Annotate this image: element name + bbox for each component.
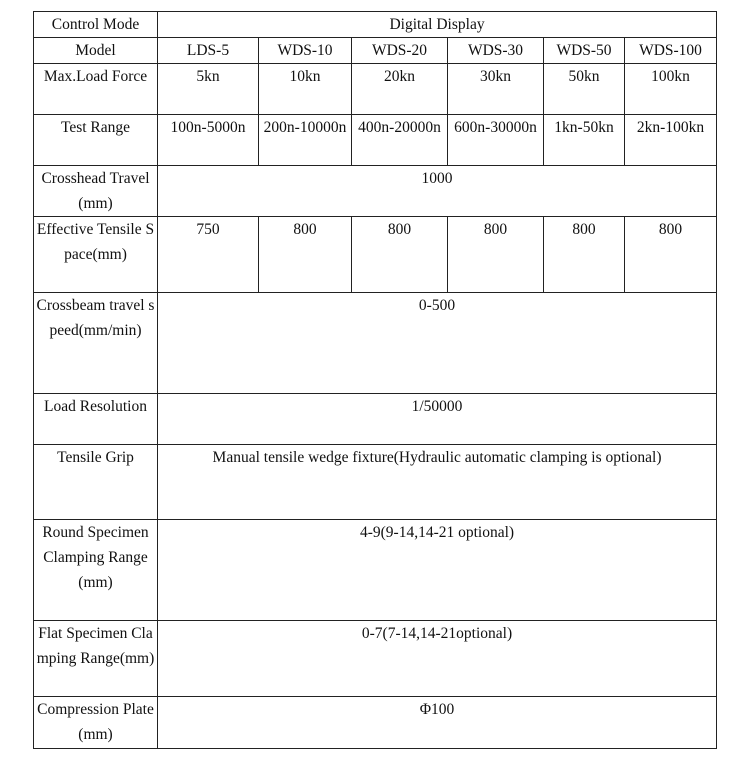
max-load-cell: 50kn <box>544 64 625 115</box>
test-range-cell: 600n-30000n <box>448 115 544 166</box>
round-clamp-label: Round Specimen Clamping Range(mm) <box>34 520 158 621</box>
model-cell: WDS-10 <box>259 38 352 64</box>
tensile-space-cell: 800 <box>259 217 352 293</box>
load-resolution-label: Load Resolution <box>34 394 158 445</box>
load-resolution-value: 1/50000 <box>158 394 717 445</box>
flat-clamp-label: Flat Specimen Clamping Range(mm) <box>34 621 158 697</box>
crosshead-value: 1000 <box>158 166 717 217</box>
row-round-clamp <box>34 520 717 621</box>
control-mode-value: Digital Display <box>158 12 717 38</box>
test-range-cell: 400n-20000n <box>352 115 448 166</box>
row-max-load <box>34 64 717 115</box>
test-range-cell: 200n-10000n <box>259 115 352 166</box>
model-cell: WDS-100 <box>625 38 717 64</box>
row-flat-clamp <box>34 621 717 697</box>
row-crossbeam-speed <box>34 293 717 394</box>
tensile-space-cell: 750 <box>158 217 259 293</box>
max-load-cell: 20kn <box>352 64 448 115</box>
row-test-range <box>34 115 717 166</box>
test-range-cell: 100n-5000n <box>158 115 259 166</box>
tensile-space-cell: 800 <box>352 217 448 293</box>
test-range-label: Test Range <box>34 115 158 166</box>
row-tensile-space <box>34 217 717 293</box>
model-cell: WDS-50 <box>544 38 625 64</box>
tensile-grip-label: Tensile Grip <box>34 445 158 520</box>
model-cell: WDS-20 <box>352 38 448 64</box>
max-load-cell: 100kn <box>625 64 717 115</box>
max-load-cell: 30kn <box>448 64 544 115</box>
control-mode-label: Control Mode <box>34 12 158 38</box>
row-load-resolution <box>34 394 717 445</box>
crossbeam-speed-label: Crossbeam travel speed(mm/min) <box>34 293 158 394</box>
max-load-cell: 5kn <box>158 64 259 115</box>
row-compression-plate <box>34 697 717 749</box>
flat-clamp-value: 0-7(7-14,14-21optional) <box>158 621 717 697</box>
max-load-cell: 10kn <box>259 64 352 115</box>
tensile-space-label: Effective Tensile Space(mm) <box>34 217 158 293</box>
row-crosshead-travel <box>34 166 717 217</box>
row-tensile-grip <box>34 445 717 520</box>
row-model <box>34 38 717 64</box>
tensile-space-cell: 800 <box>448 217 544 293</box>
crossbeam-speed-value: 0-500 <box>158 293 717 394</box>
round-clamp-value: 4-9(9-14,14-21 optional) <box>158 520 717 621</box>
tensile-space-cell: 800 <box>544 217 625 293</box>
model-label: Model <box>34 38 158 64</box>
model-cell: WDS-30 <box>448 38 544 64</box>
tensile-grip-value: Manual tensile wedge fixture(Hydraulic automatic clamping is optional) <box>158 445 717 520</box>
test-range-cell: 1kn-50kn <box>544 115 625 166</box>
crosshead-label: Crosshead Travel(mm) <box>34 166 158 217</box>
max-load-label: Max.Load Force <box>34 64 158 115</box>
test-range-cell: 2kn-100kn <box>625 115 717 166</box>
compression-value: Φ100 <box>158 697 717 749</box>
row-control-mode <box>34 12 717 38</box>
specification-table <box>33 11 717 749</box>
tensile-space-cell: 800 <box>625 217 717 293</box>
compression-label: Compression Plate(mm) <box>34 697 158 749</box>
model-cell: LDS-5 <box>158 38 259 64</box>
